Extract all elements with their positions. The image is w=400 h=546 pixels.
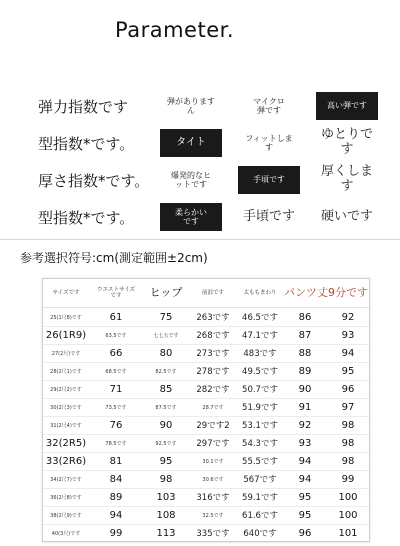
table-cell: 54.3です bbox=[242, 439, 278, 449]
table-cell: 98 bbox=[341, 437, 355, 449]
column-header: サイズです bbox=[52, 289, 80, 296]
table-cell: 100 bbox=[338, 491, 358, 503]
table-cell: 88 bbox=[298, 347, 312, 359]
table-cell: 93 bbox=[298, 437, 312, 449]
table-cell: 316です bbox=[196, 493, 230, 503]
table-cell: 32(2R5) bbox=[45, 437, 87, 449]
table-cell: 268です bbox=[196, 331, 230, 341]
table-cell: 29(2尺2)です bbox=[50, 386, 82, 393]
table-cell: 87 bbox=[298, 329, 312, 341]
table-cell: 51.9です bbox=[242, 403, 278, 413]
param-label: 型指数*です。 bbox=[38, 135, 135, 153]
param-option-selected: タイト bbox=[160, 129, 222, 157]
param-option: 手頃です bbox=[242, 208, 295, 224]
table-cell: 94 bbox=[298, 455, 312, 467]
table-cell: 297です bbox=[196, 439, 230, 449]
table-cell: 33(2R6) bbox=[45, 455, 87, 467]
table-cell: 七七五です bbox=[153, 332, 179, 339]
param-option: ゆとりです bbox=[320, 127, 373, 157]
param-option: マイクロ 弾です bbox=[253, 96, 285, 115]
table-row bbox=[43, 398, 369, 417]
table-cell: 89 bbox=[109, 491, 123, 503]
param-label: 型指数*です。 bbox=[38, 209, 135, 227]
table-cell: 25(1尺8)です bbox=[50, 314, 82, 321]
table-cell: 278です bbox=[196, 367, 230, 377]
table-cell: 85 bbox=[159, 383, 173, 395]
table-cell: 282です bbox=[196, 385, 230, 395]
table-cell: 273です bbox=[196, 349, 230, 359]
table-cell: 82.5です bbox=[155, 368, 177, 375]
table-cell: 66 bbox=[109, 347, 123, 359]
table-cell: 75 bbox=[159, 311, 173, 323]
table-cell: 92 bbox=[298, 419, 312, 431]
table-cell: 63.5です bbox=[105, 332, 127, 339]
param-row bbox=[0, 129, 400, 159]
table-cell: 101 bbox=[338, 527, 358, 539]
table-cell: 38(2尺9)です bbox=[50, 512, 82, 519]
table-row bbox=[43, 380, 369, 399]
table-cell: 59.1です bbox=[242, 493, 278, 503]
table-row bbox=[43, 488, 369, 507]
param-option: 厚くします bbox=[320, 164, 373, 194]
table-cell: 28(2尺1)です bbox=[50, 368, 82, 375]
table-cell: 98 bbox=[341, 455, 355, 467]
table-cell: 32.5です bbox=[202, 512, 224, 519]
table-cell: 94 bbox=[341, 347, 355, 359]
table-cell: 28.7です bbox=[202, 404, 224, 411]
table-cell: 40(3尺)です bbox=[51, 530, 81, 537]
table-cell: 95 bbox=[341, 365, 355, 377]
table-cell: 61.6です bbox=[242, 511, 278, 521]
table-cell: 76 bbox=[109, 419, 123, 431]
table-cell: 78.5です bbox=[105, 440, 127, 447]
table-cell: 108 bbox=[156, 509, 176, 521]
param-row bbox=[0, 92, 400, 122]
table-row bbox=[43, 326, 369, 345]
table-cell: 31(2尺4)です bbox=[50, 422, 82, 429]
table-cell: 96 bbox=[298, 527, 312, 539]
param-option: 爆発的なヒ ットです bbox=[171, 170, 211, 189]
table-cell: 96 bbox=[341, 383, 355, 395]
table-cell: 567です bbox=[243, 475, 277, 485]
table-row bbox=[43, 434, 369, 453]
table-cell: 73.5です bbox=[105, 404, 127, 411]
table-cell: 68.5です bbox=[105, 368, 127, 375]
table-cell: 94 bbox=[109, 509, 123, 521]
column-header: ウエストサイズ です bbox=[96, 286, 136, 299]
param-option-selected: 手頃です bbox=[238, 166, 300, 194]
param-option: 弾があります ん bbox=[167, 96, 215, 115]
table-row bbox=[43, 452, 369, 471]
table-cell: 100 bbox=[338, 509, 358, 521]
table-row bbox=[43, 362, 369, 381]
table-cell: 89 bbox=[298, 365, 312, 377]
size-chart-subtitle: 参考選択符号:cm(測定範囲±2cm) bbox=[20, 251, 208, 265]
table-cell: 95 bbox=[159, 455, 173, 467]
table-cell: 90 bbox=[159, 419, 173, 431]
table-cell: 483です bbox=[243, 349, 277, 359]
table-cell: 90 bbox=[298, 383, 312, 395]
table-cell: 95 bbox=[298, 509, 312, 521]
table-cell: 71 bbox=[109, 383, 123, 395]
table-row bbox=[43, 344, 369, 363]
table-row bbox=[43, 416, 369, 435]
table-cell: 26(1R9) bbox=[45, 329, 87, 341]
size-table bbox=[42, 278, 370, 542]
table-cell: 55.5です bbox=[242, 457, 278, 467]
table-cell: 84 bbox=[109, 473, 123, 485]
table-cell: 335です bbox=[196, 529, 230, 539]
table-cell: 30(2尺3)です bbox=[50, 404, 82, 411]
table-cell: 99 bbox=[109, 527, 123, 539]
table-cell: 92.5です bbox=[155, 440, 177, 447]
table-row bbox=[43, 524, 369, 543]
table-row bbox=[43, 308, 369, 327]
table-cell: 80 bbox=[159, 347, 173, 359]
table-row bbox=[43, 506, 369, 525]
table-cell: 61 bbox=[109, 311, 123, 323]
table-cell: 95 bbox=[298, 491, 312, 503]
table-cell: 92 bbox=[341, 311, 355, 323]
table-cell: 27(2尺)です bbox=[51, 350, 81, 357]
table-cell: 94 bbox=[298, 473, 312, 485]
column-header: 前浪です bbox=[201, 289, 224, 296]
table-cell: 29です2 bbox=[196, 421, 230, 431]
table-cell: 86 bbox=[298, 311, 312, 323]
param-option: フィットしま す bbox=[245, 133, 293, 152]
table-cell: 49.5です bbox=[242, 367, 278, 377]
param-row bbox=[0, 203, 400, 233]
param-label: 厚さ指数*です。 bbox=[38, 172, 150, 190]
table-cell: 263です bbox=[196, 313, 230, 323]
param-row bbox=[0, 166, 400, 196]
table-cell: 30.6です bbox=[202, 476, 224, 483]
table-cell: 34(2尺7)です bbox=[50, 476, 82, 483]
table-cell: 46.5です bbox=[242, 313, 278, 323]
column-header: パンツ丈9分です bbox=[284, 285, 368, 299]
page-title: Parameter. bbox=[115, 18, 235, 42]
column-header: ヒップ bbox=[149, 285, 183, 299]
table-cell: 47.1です bbox=[242, 331, 278, 341]
param-option-selected: 柔らかい です bbox=[160, 203, 222, 231]
column-header: 太ももまわり bbox=[243, 289, 277, 296]
table-cell: 81 bbox=[109, 455, 123, 467]
table-cell: 640です bbox=[243, 529, 277, 539]
table-cell: 36(2尺8)です bbox=[50, 494, 82, 501]
table-cell: 97 bbox=[341, 401, 355, 413]
section-divider bbox=[0, 239, 400, 240]
table-cell: 103 bbox=[156, 491, 176, 503]
table-cell: 87.5です bbox=[155, 404, 177, 411]
table-cell: 98 bbox=[341, 419, 355, 431]
table-cell: 53.1です bbox=[242, 421, 278, 431]
table-cell: 98 bbox=[159, 473, 173, 485]
param-option: 硬いです bbox=[320, 208, 373, 224]
table-cell: 93 bbox=[341, 329, 355, 341]
table-cell: 50.7です bbox=[242, 385, 278, 395]
table-cell: 113 bbox=[156, 527, 176, 539]
table-cell: 91 bbox=[298, 401, 312, 413]
table-header bbox=[43, 279, 369, 308]
table-cell: 99 bbox=[341, 473, 355, 485]
table-row bbox=[43, 470, 369, 489]
param-option-selected: 高い弾です bbox=[316, 92, 378, 120]
param-label: 弹力指数です bbox=[38, 98, 129, 116]
table-cell: 30.1です bbox=[202, 458, 224, 465]
